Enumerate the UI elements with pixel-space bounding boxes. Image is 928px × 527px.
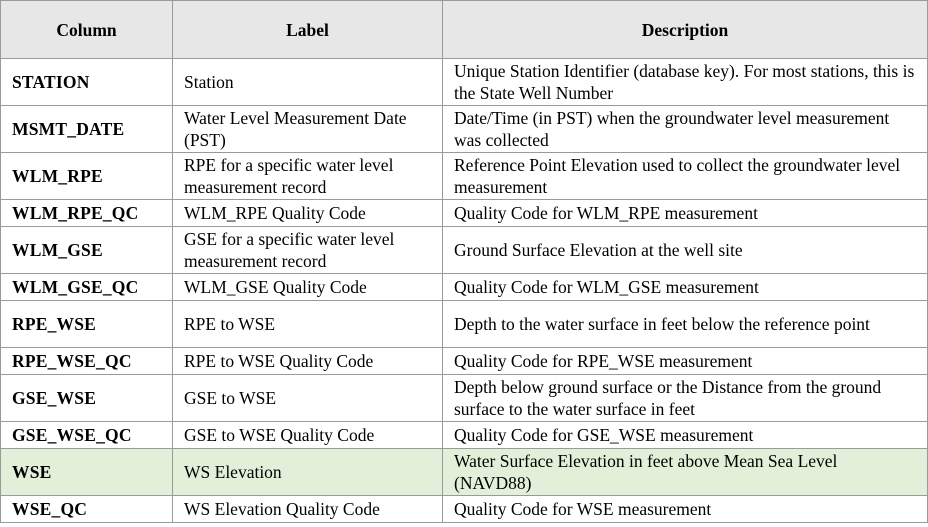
cell-description: Depth to the water surface in feet below the reference point bbox=[443, 301, 928, 348]
table-row bbox=[1, 153, 928, 200]
header-label: Label bbox=[173, 1, 443, 59]
cell-description: Quality Code for GSE_WSE measurement bbox=[443, 422, 928, 449]
cell-column-name: WLM_GSE_QC bbox=[1, 274, 173, 301]
cell-column-name: WSE_QC bbox=[1, 496, 173, 523]
cell-column-name: MSMT_DATE bbox=[1, 106, 173, 153]
table-row bbox=[1, 422, 928, 449]
cell-description: Quality Code for WSE measurement bbox=[443, 496, 928, 523]
cell-column-name: STATION bbox=[1, 59, 173, 106]
cell-description: Reference Point Elevation used to collect the groundwater level measurement bbox=[443, 153, 928, 200]
table-row bbox=[1, 59, 928, 106]
cell-column-name: GSE_WSE bbox=[1, 375, 173, 422]
cell-column-name: RPE_WSE bbox=[1, 301, 173, 348]
cell-label: RPE for a specific water level measurement record bbox=[173, 153, 443, 200]
cell-description: Depth below ground surface or the Distance from the ground surface to the water surface in feet bbox=[443, 375, 928, 422]
cell-label: WS Elevation bbox=[173, 449, 443, 496]
cell-label: GSE to WSE Quality Code bbox=[173, 422, 443, 449]
table-row bbox=[1, 274, 928, 301]
cell-label: RPE to WSE Quality Code bbox=[173, 348, 443, 375]
table-row bbox=[1, 375, 928, 422]
table-row bbox=[1, 301, 928, 348]
cell-label: RPE to WSE bbox=[173, 301, 443, 348]
cell-column-name: WLM_GSE bbox=[1, 227, 173, 274]
table-body bbox=[1, 59, 928, 523]
cell-column-name: WLM_RPE_QC bbox=[1, 200, 173, 227]
cell-description: Date/Time (in PST) when the groundwater level measurement was collected bbox=[443, 106, 928, 153]
cell-label: GSE for a specific water level measurement record bbox=[173, 227, 443, 274]
cell-description: Unique Station Identifier (database key). For most stations, this is the State Well Number bbox=[443, 59, 928, 106]
table-header bbox=[1, 1, 928, 59]
cell-description: Water Surface Elevation in feet above Mean Sea Level (NAVD88) bbox=[443, 449, 928, 496]
table-row bbox=[1, 348, 928, 375]
cell-label: Water Level Measurement Date (PST) bbox=[173, 106, 443, 153]
header-row bbox=[1, 1, 928, 59]
cell-column-name: GSE_WSE_QC bbox=[1, 422, 173, 449]
cell-label: WS Elevation Quality Code bbox=[173, 496, 443, 523]
cell-column-name: RPE_WSE_QC bbox=[1, 348, 173, 375]
cell-label: WLM_GSE Quality Code bbox=[173, 274, 443, 301]
table-row bbox=[1, 496, 928, 523]
cell-column-name: WLM_RPE bbox=[1, 153, 173, 200]
cell-description: Quality Code for WLM_GSE measurement bbox=[443, 274, 928, 301]
table-row bbox=[1, 200, 928, 227]
cell-column-name: WSE bbox=[1, 449, 173, 496]
table-row bbox=[1, 106, 928, 153]
cell-description: Quality Code for RPE_WSE measurement bbox=[443, 348, 928, 375]
header-description: Description bbox=[443, 1, 928, 59]
table-row bbox=[1, 227, 928, 274]
cell-label: WLM_RPE Quality Code bbox=[173, 200, 443, 227]
table-row bbox=[1, 449, 928, 496]
cell-label: Station bbox=[173, 59, 443, 106]
header-column: Column bbox=[1, 1, 173, 59]
cell-label: GSE to WSE bbox=[173, 375, 443, 422]
cell-description: Ground Surface Elevation at the well site bbox=[443, 227, 928, 274]
cell-description: Quality Code for WLM_RPE measurement bbox=[443, 200, 928, 227]
